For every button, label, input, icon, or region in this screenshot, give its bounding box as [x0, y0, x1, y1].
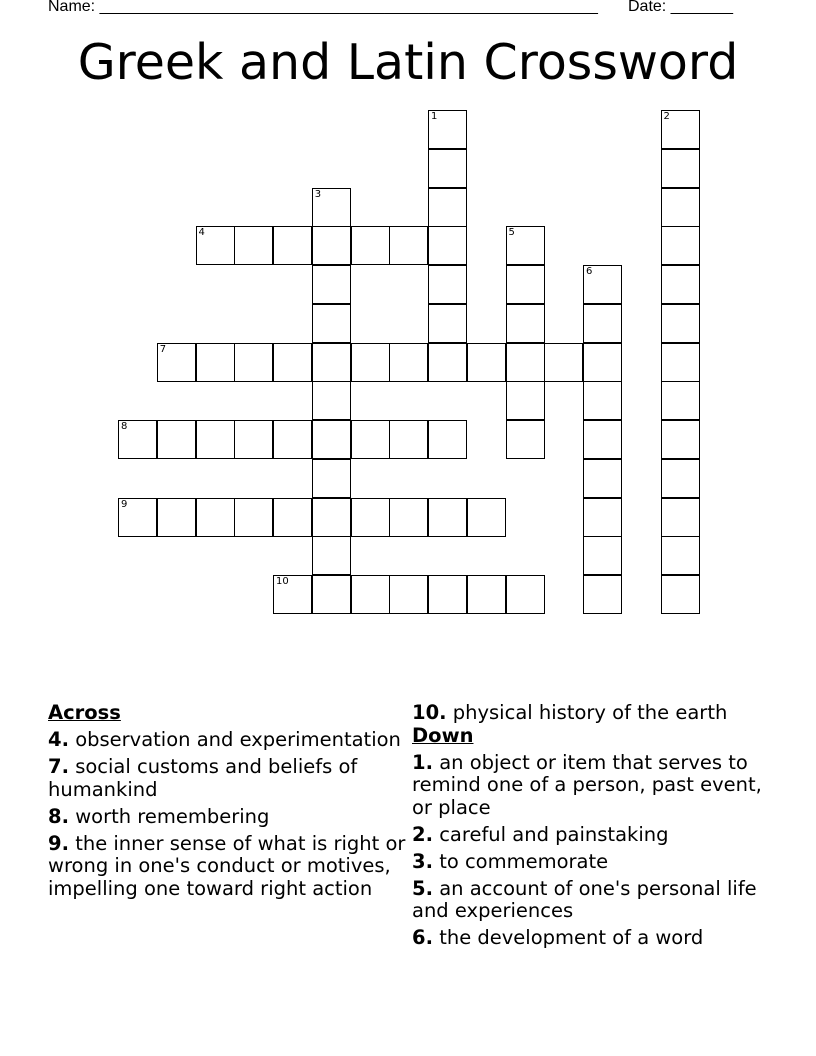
grid-cell[interactable] [506, 265, 545, 304]
clue-number: 1 [431, 111, 438, 122]
grid-cell[interactable] [312, 575, 351, 614]
grid-cell[interactable] [351, 498, 390, 537]
grid-cell[interactable] [661, 304, 700, 343]
grid-cell[interactable] [196, 226, 235, 265]
grid-cell[interactable] [467, 498, 506, 537]
grid-cell[interactable] [661, 381, 700, 420]
down-clue: 5. an account of one's personal life and experiences [412, 876, 757, 922]
grid-cell[interactable] [583, 498, 622, 537]
clue-number: 9 [121, 498, 128, 510]
grid-cell[interactable] [583, 265, 622, 304]
grid-cell[interactable] [312, 420, 351, 459]
grid-cell[interactable] [428, 343, 467, 382]
grid-cell[interactable] [389, 420, 428, 459]
clues-column-right [412, 702, 762, 950]
grid-cell[interactable] [234, 498, 273, 537]
grid-cell[interactable] [273, 226, 312, 265]
grid-cell[interactable] [118, 420, 157, 459]
grid-cell[interactable] [583, 304, 622, 343]
grid-cell[interactable] [661, 226, 700, 265]
across-clue: 9. the inner sense of what is right or wrong in one's conduct or motives, impelling one toward right action [48, 831, 406, 900]
grid-cell[interactable] [428, 265, 467, 304]
grid-cell[interactable] [428, 498, 467, 537]
grid-cell[interactable] [661, 188, 700, 227]
across-clue: 7. social customs and beliefs of humankind [48, 755, 358, 801]
name-line: Name: ________________________________________________________ [48, 0, 598, 15]
grid-cell[interactable] [428, 188, 467, 227]
page-title: Greek and Latin Crossword [77, 34, 739, 91]
down-clue: 3. to commemorate [412, 849, 609, 873]
grid-cell[interactable] [428, 149, 467, 188]
grid-cell[interactable] [506, 575, 545, 614]
clue-number: 10 [276, 576, 289, 587]
grid-cell[interactable] [234, 226, 273, 265]
grid-cell[interactable] [157, 498, 196, 537]
grid-cell[interactable] [506, 343, 545, 382]
down-clue: 6. the development of a word [412, 926, 704, 949]
grid-cell[interactable] [157, 343, 196, 382]
grid-cell[interactable] [351, 343, 390, 382]
across-clue: 10. physical history of the earth [412, 701, 728, 724]
grid-cell[interactable] [583, 381, 622, 420]
grid-cell[interactable] [312, 188, 351, 227]
grid-cell[interactable] [312, 226, 351, 265]
grid-cell[interactable] [196, 498, 235, 537]
down-clue: 1. an object or item that serves to remind one of a person, past event, or place [412, 750, 762, 819]
grid-cell[interactable] [661, 536, 700, 575]
clue-number: 3 [314, 188, 322, 200]
grid-cell[interactable] [583, 536, 622, 575]
grid-cell[interactable] [506, 420, 545, 459]
grid-cell[interactable] [583, 459, 622, 498]
clue-number: 2 [663, 111, 670, 122]
clue-number: 6 [586, 266, 593, 277]
grid-cell[interactable] [661, 459, 700, 498]
grid-cell[interactable] [467, 575, 506, 614]
grid-cell[interactable] [583, 575, 622, 614]
grid-cell[interactable] [661, 343, 700, 382]
clue-number: 5 [508, 227, 515, 239]
clue-number: 4 [198, 227, 205, 239]
grid-cell[interactable] [467, 343, 506, 382]
grid-cell[interactable] [312, 498, 351, 537]
grid-cell[interactable] [428, 420, 467, 459]
grid-cell[interactable] [428, 110, 467, 149]
grid-cell[interactable] [196, 420, 235, 459]
grid-cell[interactable] [312, 304, 351, 343]
grid-cell[interactable] [661, 498, 700, 537]
grid-cell[interactable] [506, 226, 545, 265]
grid-cell[interactable] [157, 420, 196, 459]
grid-cell[interactable] [312, 536, 351, 575]
grid-cell[interactable] [661, 575, 700, 614]
grid-cell[interactable] [661, 149, 700, 188]
grid-cell[interactable] [506, 381, 545, 420]
across-heading: Across [48, 701, 121, 724]
down-clue: 2. careful and painstaking [412, 822, 669, 846]
grid-cell[interactable] [312, 459, 351, 498]
grid-cell[interactable] [428, 304, 467, 343]
clue-number: 8 [121, 421, 128, 432]
grid-cell[interactable] [273, 498, 312, 537]
grid-cell[interactable] [506, 304, 545, 343]
grid-cell[interactable] [661, 110, 700, 149]
grid-cell[interactable] [428, 575, 467, 614]
grid-cell[interactable] [661, 265, 700, 304]
grid-cell[interactable] [196, 343, 235, 382]
grid-cell[interactable] [351, 420, 390, 459]
grid-cell[interactable] [312, 265, 351, 304]
grid-cell[interactable] [428, 226, 467, 265]
grid-cell[interactable] [544, 343, 583, 382]
clues-column-left [48, 702, 408, 900]
across-clue: 4. observation and experimentation [48, 728, 401, 751]
grid-cell[interactable] [389, 498, 428, 537]
down-heading: Down [412, 723, 474, 747]
grid-cell[interactable] [273, 343, 312, 382]
grid-cell[interactable] [273, 575, 312, 614]
grid-cell[interactable] [661, 420, 700, 459]
date-line: Date: _______ [628, 0, 733, 15]
grid-cell[interactable] [118, 498, 157, 537]
grid-cell[interactable] [273, 420, 312, 459]
grid-cell[interactable] [351, 575, 390, 614]
grid-cell[interactable] [389, 226, 428, 265]
grid-cell[interactable] [351, 226, 390, 265]
grid-cell[interactable] [234, 420, 273, 459]
grid-cell[interactable] [234, 343, 273, 382]
grid-cell[interactable] [389, 575, 428, 614]
grid-cell[interactable] [312, 343, 351, 382]
clue-number: 7 [159, 343, 167, 355]
across-clue: 8. worth remembering [48, 804, 270, 828]
grid-cell[interactable] [583, 343, 622, 382]
grid-cell[interactable] [312, 381, 351, 420]
grid-cell[interactable] [389, 343, 428, 382]
grid-cell[interactable] [583, 420, 622, 459]
